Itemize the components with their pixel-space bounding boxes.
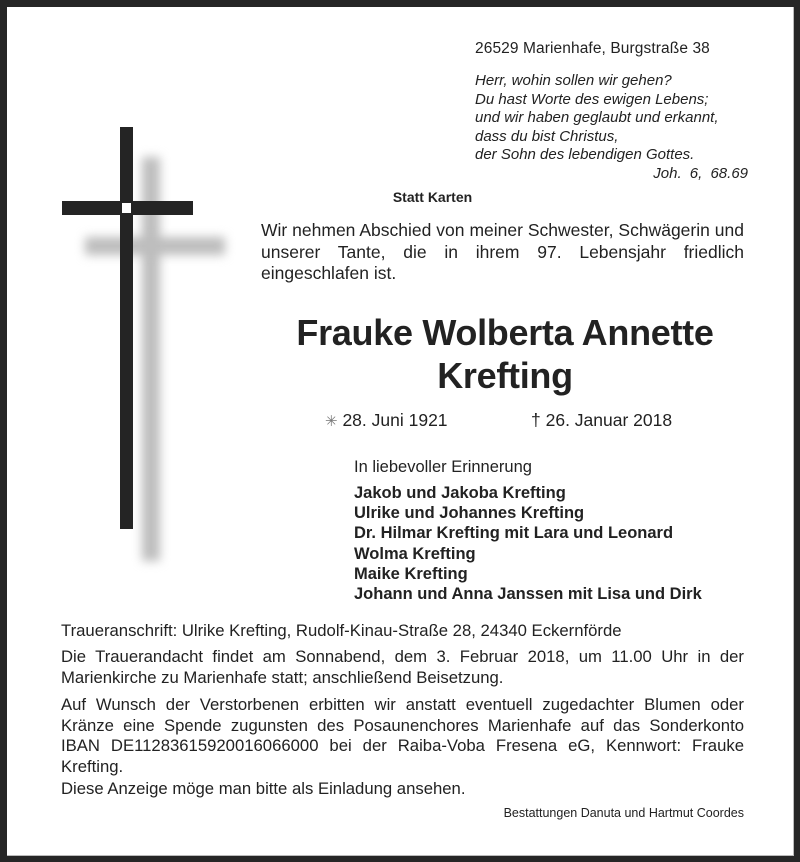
mourner-item: Ulrike und Johannes Krefting: [354, 504, 585, 523]
birth-date: 28. Juni 1921: [342, 410, 448, 430]
family-address: 26529 Marienhafe, Burgstraße 38: [475, 40, 710, 57]
cross-shadow-horizontal: [85, 237, 225, 255]
mourner-item: Wolma Krefting: [354, 544, 476, 563]
bible-verse: [475, 72, 719, 165]
mourner-item: Jakob und Jakoba Krefting: [354, 484, 566, 502]
verse-line: und wir haben geglaubt und erkannt,: [475, 109, 719, 127]
death-info: [531, 410, 672, 431]
verse-line: Du hast Worte des ewigen Lebens;: [475, 90, 709, 108]
mourner-item: Dr. Hilmar Krefting mit Lara und Leonard: [354, 524, 674, 543]
dagger-death-icon: †: [531, 410, 541, 430]
verse-line: dass du bist Christus,: [475, 127, 619, 145]
undertaker-credit: Bestattungen Danuta und Hartmut Coordes: [503, 806, 744, 820]
mourner-item: Maike Krefting: [354, 564, 468, 583]
deceased-name: [255, 311, 755, 397]
statt-karten-heading: Statt Karten: [392, 189, 473, 205]
mourning-address: Traueranschrift: Ulrike Krefting, Rudolf-Kinau-Straße 28, 24340 Eckernförde: [61, 621, 622, 640]
verse-line: der Sohn des lebendigen Gottes.: [475, 146, 695, 164]
mourners-list: [354, 483, 702, 604]
death-date: 26. Januar 2018: [545, 410, 673, 430]
donation-info: Auf Wunsch der Verstorbenen erbitten wir anstatt eventuell zugedachter Blumen oder Kränze eine Spende zugunsten des Posaunenchores Marienhafe auf das Sonderkonto IBAN DE11283615920016066000 bei der Raiba-Voba Fresena eG, Kennwort: Frauke Krefting.: [61, 695, 744, 776]
mourner-item: Johann und Anna Janssen mit Lisa und Dirk: [354, 585, 702, 604]
invitation-note: Diese Anzeige möge man bitte als Einladung ansehen.: [61, 779, 466, 798]
star-birth-icon: ✳: [325, 413, 338, 430]
cross-center-square: [122, 203, 131, 213]
obituary-notice: [7, 7, 794, 856]
memory-label: In liebevoller Erinnerung: [354, 458, 532, 476]
birth-info: [325, 410, 448, 431]
intro-text: Wir nehmen Abschied von meiner Schwester, Schwägerin und unserer Tante, die in ihrem 97. Lebensjahr friedlich eingeschlafen ist.: [261, 220, 744, 283]
service-info: Die Trauerandacht findet am Sonnabend, dem 3. Februar 2018, um 11.00 Uhr in der Marienkirche zu Marienhafe statt; anschließend Beisetzung.: [61, 647, 744, 687]
deceased-name-line1: Frauke Wolberta Annette: [296, 312, 714, 353]
verse-reference: Joh. 6, 68.69: [653, 165, 748, 182]
verse-line: Herr, wohin sollen wir gehen?: [475, 72, 672, 89]
cross-shadow-vertical: [142, 157, 160, 561]
deceased-name-line2: Krefting: [437, 355, 573, 396]
cross-vertical-bar: [120, 127, 133, 529]
